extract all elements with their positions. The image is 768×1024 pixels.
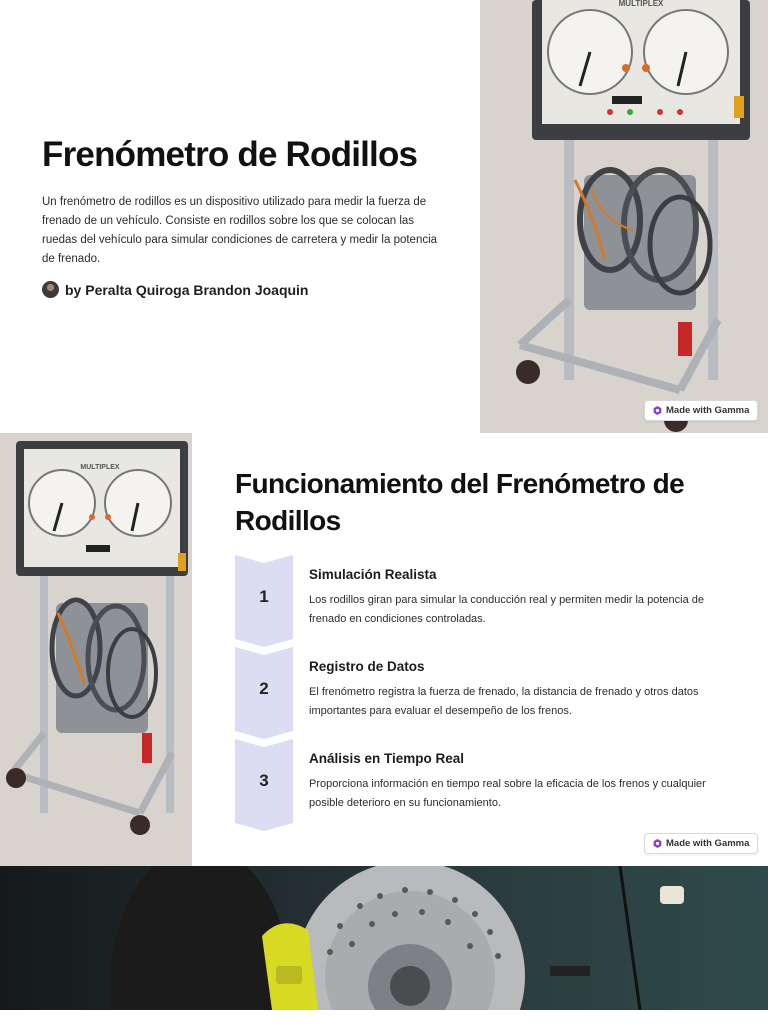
step-item (235, 555, 735, 647)
brake-tester-photo (480, 0, 768, 433)
slide-3-brake-disc-photo (0, 866, 768, 1010)
slide-2 (0, 433, 768, 866)
slide-1-description: Un frenómetro de rodillos es un dispositivo utilizado para medir la fuerza de frenado de un vehículo. Consiste en rodillos sobre los que se colocan las ruedas del vehículo para simular condiciones de carretera y medir la potencia de frenado. (42, 196, 438, 265)
brake-disc-illustration (0, 866, 768, 1010)
step-item (235, 739, 735, 831)
step-description: Los rodillos giran para simular la conducción real y permiten medir la potencia de frenado en condiciones controladas. (309, 594, 704, 625)
step-title: Registro de Datos (309, 659, 425, 674)
made-with-gamma-badge[interactable] (644, 400, 758, 421)
step-description: El frenómetro registra la fuerza de frenado, la distancia de frenado y otros datos importantes para evaluar el desempeño de los frenos. (309, 686, 699, 717)
step-number: 3 (259, 771, 269, 790)
slide-2-title: Funcionamiento del Frenómetro de Rodillos (235, 468, 685, 536)
badge-label: Made with Gamma (666, 405, 750, 416)
step-number: 1 (259, 587, 269, 606)
gamma-logo-icon (653, 406, 662, 415)
avatar (42, 281, 59, 298)
author-line (42, 281, 442, 298)
slide-1 (0, 0, 768, 433)
step-title: Simulación Realista (309, 567, 437, 582)
step-description: Proporciona información en tiempo real sobre la eficacia de los frenos y cualquier posible deterioro en su funcionamiento. (309, 778, 706, 809)
slide-1-title: Frenómetro de Rodillos (42, 135, 418, 174)
brake-tester-illustration (480, 0, 768, 433)
gamma-logo-icon (653, 839, 662, 848)
made-with-gamma-badge-2[interactable] (644, 833, 758, 854)
steps-list (235, 555, 735, 831)
brake-tester-photo-2 (0, 433, 192, 866)
step-title: Análisis en Tiempo Real (309, 751, 465, 766)
badge-label: Made with Gamma (666, 838, 750, 849)
step-number: 2 (259, 679, 269, 698)
author-name: by Peralta Quiroga Brandon Joaquin (65, 281, 309, 298)
device-brand-label-2: MULTIPLEX (80, 464, 120, 471)
device-brand-label: MULTIPLEX (618, 0, 664, 8)
slide-1-text (42, 134, 442, 298)
brake-tester-illustration-2 (0, 433, 192, 866)
step-item (235, 647, 735, 739)
